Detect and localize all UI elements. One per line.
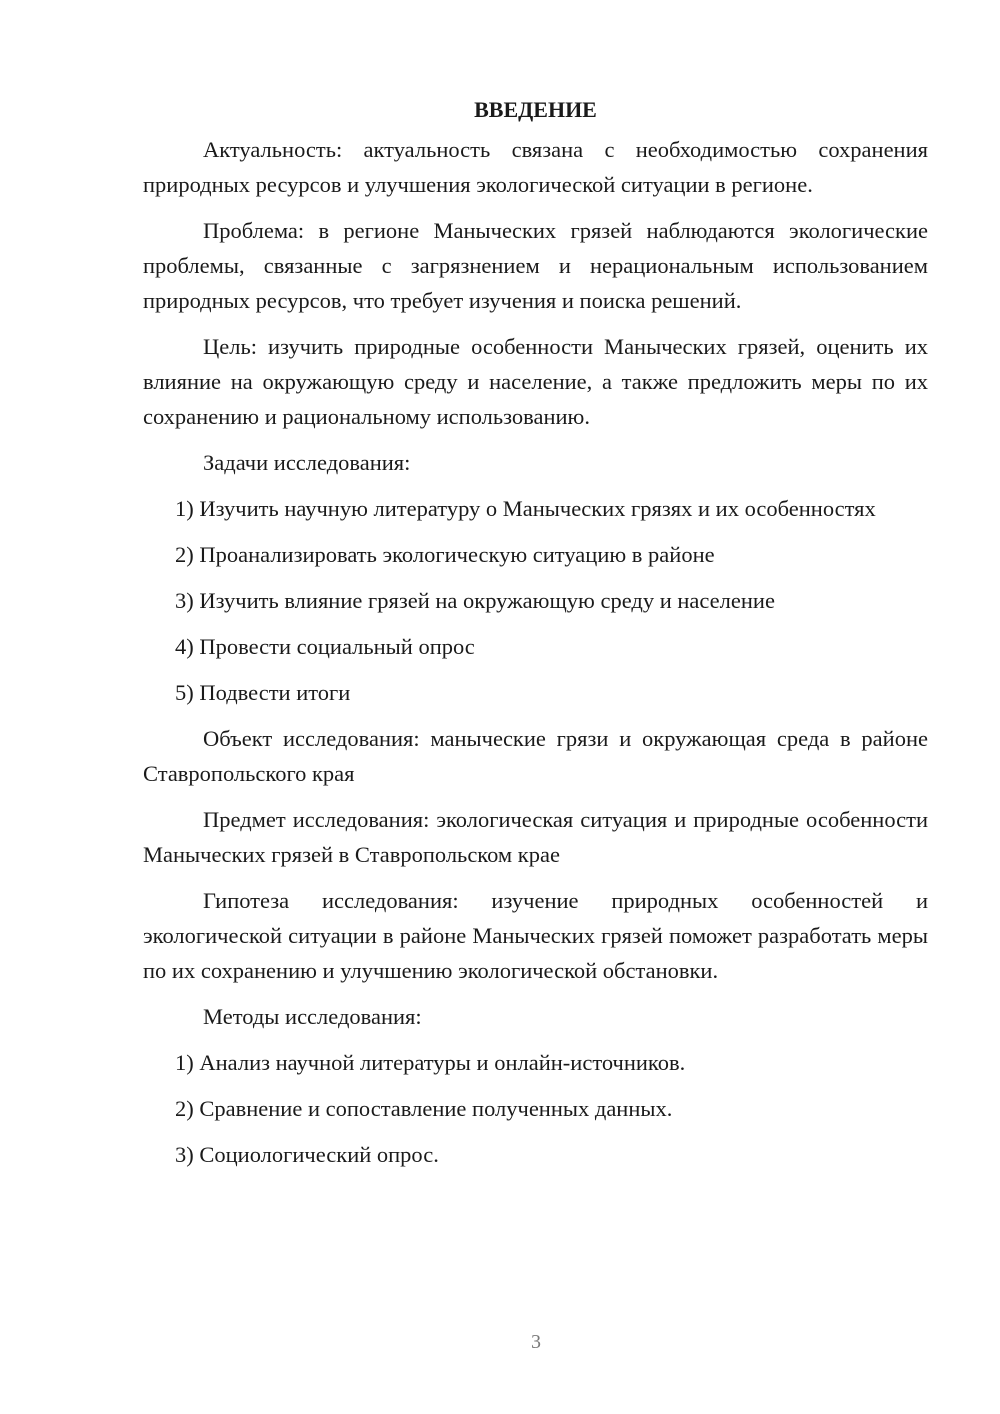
page-number: 3 (531, 1331, 541, 1353)
section-title: ВВЕДЕНИЕ (474, 97, 597, 122)
task-item: 4) Провести социальный опрос (175, 634, 475, 659)
page-content (143, 92, 928, 1183)
method-item: 2) Сравнение и сопоставление полученных данных. (175, 1096, 673, 1121)
subject-paragraph: Предмет исследования: экологическая ситуация и природные особенности Манычеcких грязей в Ставропольском крае (143, 807, 928, 867)
task-item: 2) Проанализировать экологическую ситуацию в районе (175, 542, 715, 567)
methods-heading: Методы исследования: (203, 1004, 422, 1029)
method-item: 1) Анализ научной литературы и онлайн-источников. (175, 1050, 686, 1075)
tasks-heading: Задачи исследования: (203, 450, 411, 475)
relevance-paragraph: Актуальность: актуальность связана с необходимостью сохранения природных ресурсов и улучшения экологической ситуации в регионе. (143, 137, 928, 197)
method-item: 3) Социологический опрос. (175, 1142, 439, 1167)
task-item: 1) Изучить научную литературу о Манычеcких грязях и их особенностях (175, 496, 876, 521)
object-paragraph: Объект исследования: манычеcкие грязи и окружающая среда в районе Ставропольского края (143, 726, 928, 786)
problem-paragraph: Проблема: в регионе Манычеcких грязей наблюдаются экологические проблемы, связанные с загрязнением и нерациональным использованием природных ресурсов, что требует изучения и поиска решений. (143, 218, 928, 313)
goal-paragraph: Цель: изучить природные особенности Манычеcких грязей, оценить их влияние на окружающую среду и население, а также предложить меры по их сохранению и рациональному использованию. (143, 334, 928, 429)
task-item: 5) Подвести итоги (175, 680, 351, 705)
hypothesis-paragraph: Гипотеза исследования: изучение природных особенностей и экологической ситуации в районе Манычеcких грязей поможет разработать меры по их сохранению и улучшению экологической обстановки. (143, 888, 928, 983)
task-item: 3) Изучить влияние грязей на окружающую среду и население (175, 588, 775, 613)
